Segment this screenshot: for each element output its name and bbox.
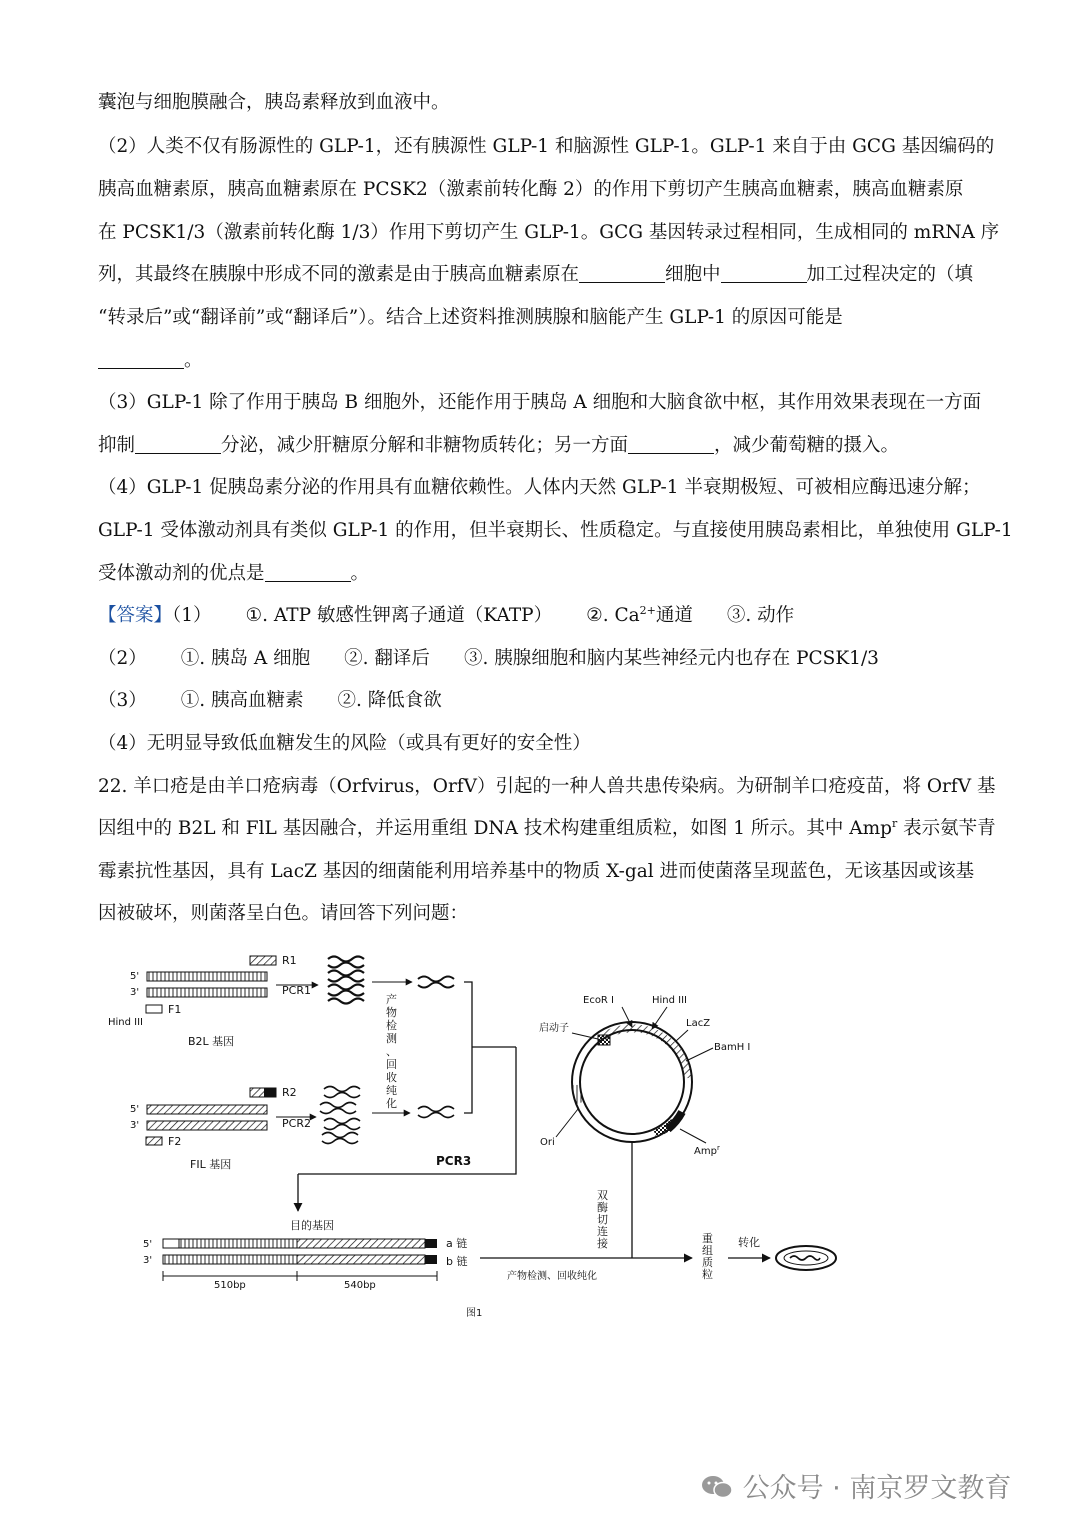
five-prime-label: 5': [130, 971, 140, 982]
answer-blank[interactable]: [579, 264, 665, 283]
b2l-strand: [147, 988, 267, 997]
text-line: [98, 561, 369, 587]
ori-label: Ori: [540, 1137, 555, 1148]
svg-text:组: 组: [702, 1244, 713, 1257]
svg-text:检: 检: [386, 1019, 397, 1032]
b2l-gene-label: B2L 基因: [188, 1035, 235, 1048]
answer-number: （2）: [98, 648, 147, 669]
fil-strand: [147, 1105, 267, 1114]
text-fragment: 加工过程决定的（填: [806, 264, 974, 285]
text-line: [98, 433, 899, 459]
svg-text:纯: 纯: [386, 1084, 397, 1097]
svg-text:质: 质: [702, 1256, 713, 1269]
a-chain-label: a 链: [446, 1237, 468, 1250]
text-fragment: 受体激动剂的优点是: [98, 563, 265, 584]
target-gene: [143, 1236, 467, 1291]
pcr2-product-cluster: [320, 1087, 360, 1144]
text-fragment: 分泌，减少肝糖原分解和非糖物质转化；另一方面: [221, 435, 629, 456]
lacz-region: [601, 1028, 688, 1078]
text-line: （3）GLP-1 除了作用于胰岛 B 细胞外，还能作用于胰岛 A 细胞和大脑食欲中枢，其作用效果表现在一方面: [98, 392, 982, 413]
answer-line-2: [98, 646, 879, 672]
svg-text:粒: 粒: [702, 1268, 713, 1281]
plasmid: [539, 995, 750, 1157]
svg-text:重: 重: [702, 1232, 713, 1245]
hindiii-label: Hind III: [652, 995, 688, 1006]
b2l-purified-product: [418, 977, 454, 988]
fil-section: [130, 1086, 454, 1171]
pcr3-connector: [298, 982, 516, 1211]
pcr1-label: PCR1: [282, 984, 311, 997]
text-fragment: 。: [350, 563, 370, 584]
text-fragment: 。: [184, 350, 203, 371]
question-line: 霉素抗性基因，具有 LacZ 基因的细菌能利用培养基中的物质 X-gal 进而使菌落呈现蓝色，无该基因或该基: [98, 861, 975, 882]
answer-item: ①. 胰高血糖素: [180, 690, 304, 711]
svg-text:连: 连: [597, 1225, 608, 1238]
svg-text:酶: 酶: [597, 1201, 608, 1214]
text-line: （4）GLP-1 促胰岛素分泌的作用具有血糖依赖性。人体内天然 GLP-1 半衰期极短、可被相应酶迅速分解；: [98, 477, 981, 498]
svg-text:化: 化: [386, 1097, 397, 1110]
detect-vertical-label: [386, 992, 397, 1110]
answer-item: ③. 胰腺细胞和脑内某些神经元内也存在 PCSK1/3: [463, 648, 879, 669]
answer-item: ②. $Ca^{2+}$通道: [586, 603, 693, 626]
b-chain-label: b 链: [446, 1255, 468, 1268]
svg-text:产: 产: [386, 993, 397, 1006]
r1-primer: [250, 956, 276, 965]
answer-blank[interactable]: [265, 563, 351, 582]
text-line: [98, 262, 973, 288]
svg-text:接: 接: [597, 1237, 608, 1250]
answer-blank[interactable]: [628, 435, 714, 454]
answer-item: ①. ATP 敏感性钾离子通道（KATP）: [245, 605, 553, 626]
bp540-label: 540bp: [344, 1280, 376, 1291]
pcr2-label: PCR2: [282, 1117, 311, 1130]
svg-text:测: 测: [386, 1032, 397, 1045]
b2l-section: [108, 954, 454, 1048]
bamhi-label: BamH I: [714, 1042, 751, 1053]
ecori-label: EcoR I: [583, 995, 615, 1006]
wechat-icon: [700, 1473, 734, 1501]
double-enzyme-label: [597, 1189, 608, 1250]
hind-iii-left-label: Hind III: [108, 1017, 144, 1028]
answer-item: ③. 动作: [726, 605, 795, 626]
figure-caption: 图1: [466, 1308, 483, 1319]
f2-label: F2: [168, 1135, 182, 1148]
fil-purified-product: [418, 1107, 454, 1118]
ori-region: [576, 1085, 580, 1103]
text-fragment: 列，其最终在胰腺中形成不同的激素是由于胰高血糖素原在: [98, 264, 580, 285]
svg-text:双: 双: [597, 1189, 608, 1202]
question-line: 22. 羊口疮是由羊口疮病毒（Orfvirus，OrfV）引起的一种人兽共患传染病。为研制羊口疮疫苗，将 OrfV 基: [98, 776, 996, 797]
text-line: 胰高血糖素原，胰高血糖素原在 PCSK2（激素前转化酶 2）的作用下剪切产生胰高血糖素，胰高血糖素原: [98, 179, 964, 200]
answer-item: ①. 胰岛 A 细胞: [180, 648, 311, 669]
answer-number: （1）: [172, 605, 212, 626]
promoter-label: 启动子: [539, 1023, 569, 1034]
answer-tag: 【答案】: [98, 605, 173, 626]
five-prime-label: 5': [143, 1239, 153, 1250]
lacz-label: LacZ: [686, 1018, 711, 1029]
figure-1: [0, 945, 1080, 1325]
r2-label: R2: [282, 1086, 297, 1099]
text-line: 囊泡与细胞膜融合，胰岛素释放到血液中。: [98, 92, 450, 113]
svg-text:切: 切: [597, 1213, 608, 1226]
answer-blank[interactable]: [98, 350, 184, 369]
text-line: 在 PCSK1/3（激素前转化酶 1/3）作用下剪切产生 GLP-1。GCG 基因转录过程相同，生成相同的 mRNA 序: [98, 222, 1000, 243]
watermark: [700, 1466, 1011, 1505]
amp-label: Amp$^r$: [694, 1144, 720, 1157]
text-line: GLP-1 受体激动剂具有类似 GLP-1 的作用，但半衰期长、性质稳定。与直接使用胰岛素相比，单独使用 GLP-1: [98, 520, 1013, 541]
text-fragment: 抑制: [98, 435, 136, 456]
fil-gene-label: FIL 基因: [190, 1158, 232, 1171]
five-prime-label: 5': [130, 1104, 140, 1115]
answer-line-3: [98, 688, 442, 714]
target-gene-label: 目的基因: [290, 1219, 334, 1232]
svg-text:物: 物: [386, 1006, 397, 1019]
svg-text:回: 回: [386, 1058, 397, 1071]
answer-number: （3）: [98, 690, 147, 711]
text-fragment: ，减少葡萄糖的摄入。: [714, 435, 900, 456]
detect-bottom-label: 产物检测、回收纯化: [507, 1271, 597, 1282]
petri-dish: [776, 1246, 836, 1270]
svg-text:收: 收: [386, 1071, 397, 1084]
pcr3-label: PCR3: [436, 1154, 472, 1168]
answer-item: ②. 翻译后: [344, 648, 430, 669]
answer-item: ②. 降低食欲: [337, 690, 442, 711]
promoter-region: [598, 1035, 610, 1045]
text-line: “转录后”或“翻译前”或“翻译后”）。结合上述资料推测胰腺和脑能产生 GLP-1 的原因可能是: [98, 307, 843, 328]
f1-label: F1: [168, 1003, 182, 1016]
f2-primer: [146, 1137, 162, 1145]
three-prime-label: 3': [130, 1120, 140, 1131]
question-line: 因组中的 B2L 和 FlL 基因融合，并运用重组 DNA 技术构建重组质粒，如图 1 所示。其中 Amp$^r$ 表示氨苄青: [98, 816, 996, 839]
fil-strand: [147, 1121, 267, 1130]
pcr1-product-cluster: [328, 957, 364, 1004]
answer-line-1: [98, 603, 794, 629]
question-line: 因被破坏，则菌落呈白色。请回答下列问题：: [98, 903, 469, 924]
svg-text:、: 、: [386, 1045, 397, 1058]
b2l-strand: [147, 972, 267, 981]
r1-label: R1: [282, 954, 297, 967]
text-line: [98, 348, 203, 374]
text-fragment: 细胞中: [665, 264, 721, 285]
answer-line-4: （4）无明显导致低血糖发生的风险（或具有更好的安全性）: [98, 733, 591, 754]
text-line: （2）人类不仅有肠源性的 GLP-1，还有胰源性 GLP-1 和脑源性 GLP-1。GLP-1 来自于由 GCG 基因编码的: [98, 136, 995, 157]
watermark-text: 公众号 · 南京罗文教育: [742, 1473, 1012, 1504]
recombinant-plasmid-label: [702, 1231, 713, 1281]
answer-blank[interactable]: [721, 264, 807, 283]
answer-blank[interactable]: [135, 435, 221, 454]
f1-primer: [146, 1005, 162, 1013]
bp510-label: 510bp: [214, 1280, 246, 1291]
transform-label: 转化: [738, 1236, 760, 1249]
three-prime-label: 3': [130, 987, 140, 998]
three-prime-label: 3': [143, 1255, 153, 1266]
